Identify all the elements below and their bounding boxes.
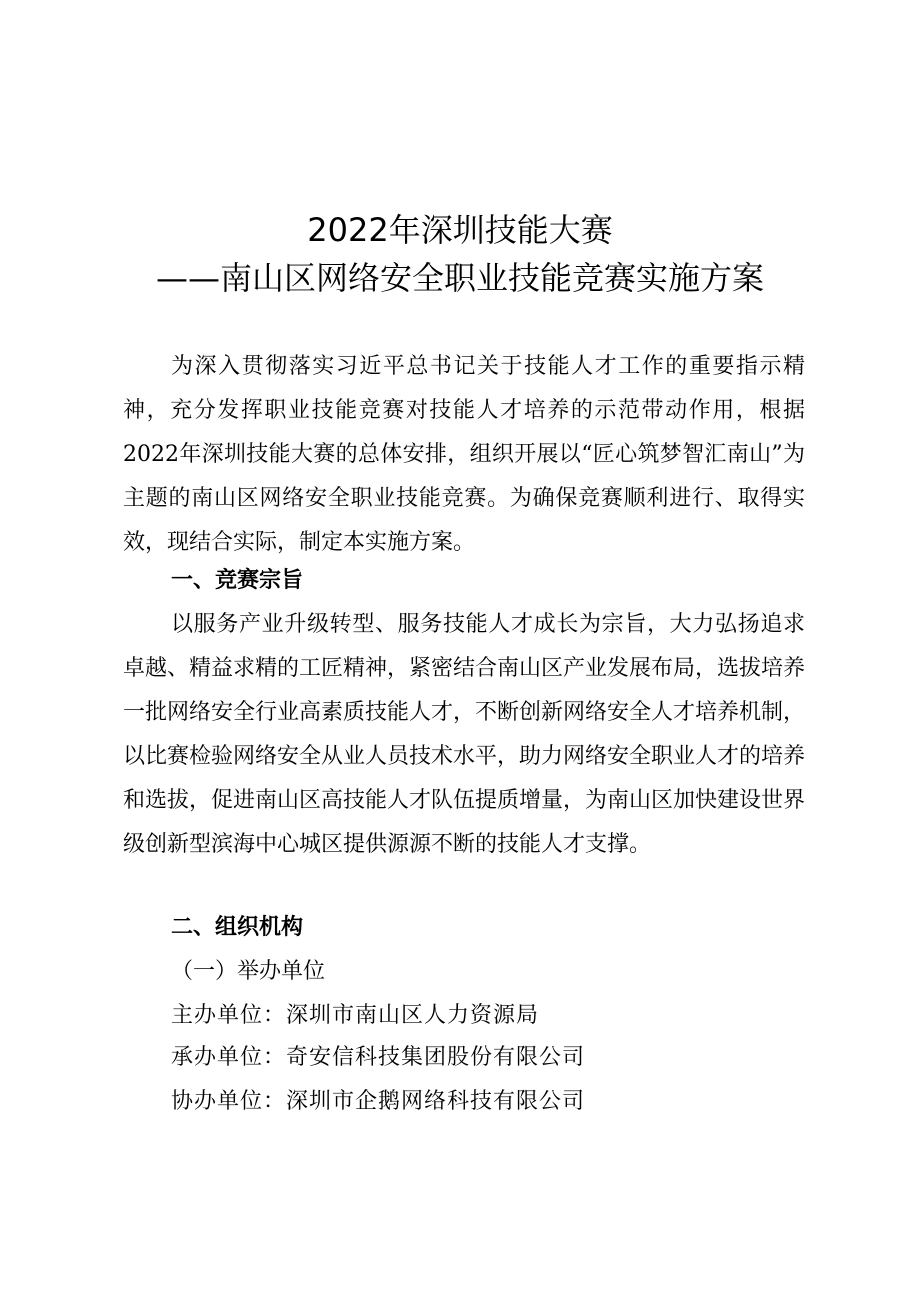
section-1-heading: 一、竞赛宗旨: [171, 568, 304, 593]
document-title-line-2: ——南山区网络安全职业技能竞赛实施方案: [155, 259, 764, 297]
organizer-host: 主办单位：深圳市南山区人力资源局: [171, 1003, 540, 1028]
organizer-co-organizer: 协办单位：深圳市企鹅网络科技有限公司: [171, 1089, 586, 1114]
intro-paragraph: 为深入贯彻落实习近平总书记关于技能人才工作的重要指示精神，充分发挥职业技能竞赛对技能人才培养的示范带动作用，根据2022年深圳技能大赛的总体安排，组织开展以“匠心筑梦智汇南山”为主题的南山区网络安全职业技能竞赛。为确保竞赛顺利进行、取得实效，现结合实际，制定本实施方案。: [123, 354, 805, 555]
section-2-subheading: （一）举办单位: [171, 959, 326, 984]
section-1-paragraph: 以服务产业升级转型、服务技能人才成长为宗旨，大力弘扬追求卓越、精益求精的工匠精神，紧密结合南山区产业发展布局，选拔培养一批网络安全行业高素质技能人才，不断创新网络安全人才培养机制，以比赛检验网络安全从业人员技术水平，助力网络安全职业人才的培养和选拔，促进南山区高技能人才队伍提质增量，为南山区加快建设世界级创新型滨海中心城区提供源源不断的技能人才支撑。: [123, 612, 806, 857]
document-title-line-1: 2022年深圳技能大赛: [307, 211, 613, 249]
organizer-undertaker: 承办单位：奇安信科技集团股份有限公司: [171, 1045, 586, 1070]
section-2-heading: 二、组织机构: [171, 915, 304, 940]
